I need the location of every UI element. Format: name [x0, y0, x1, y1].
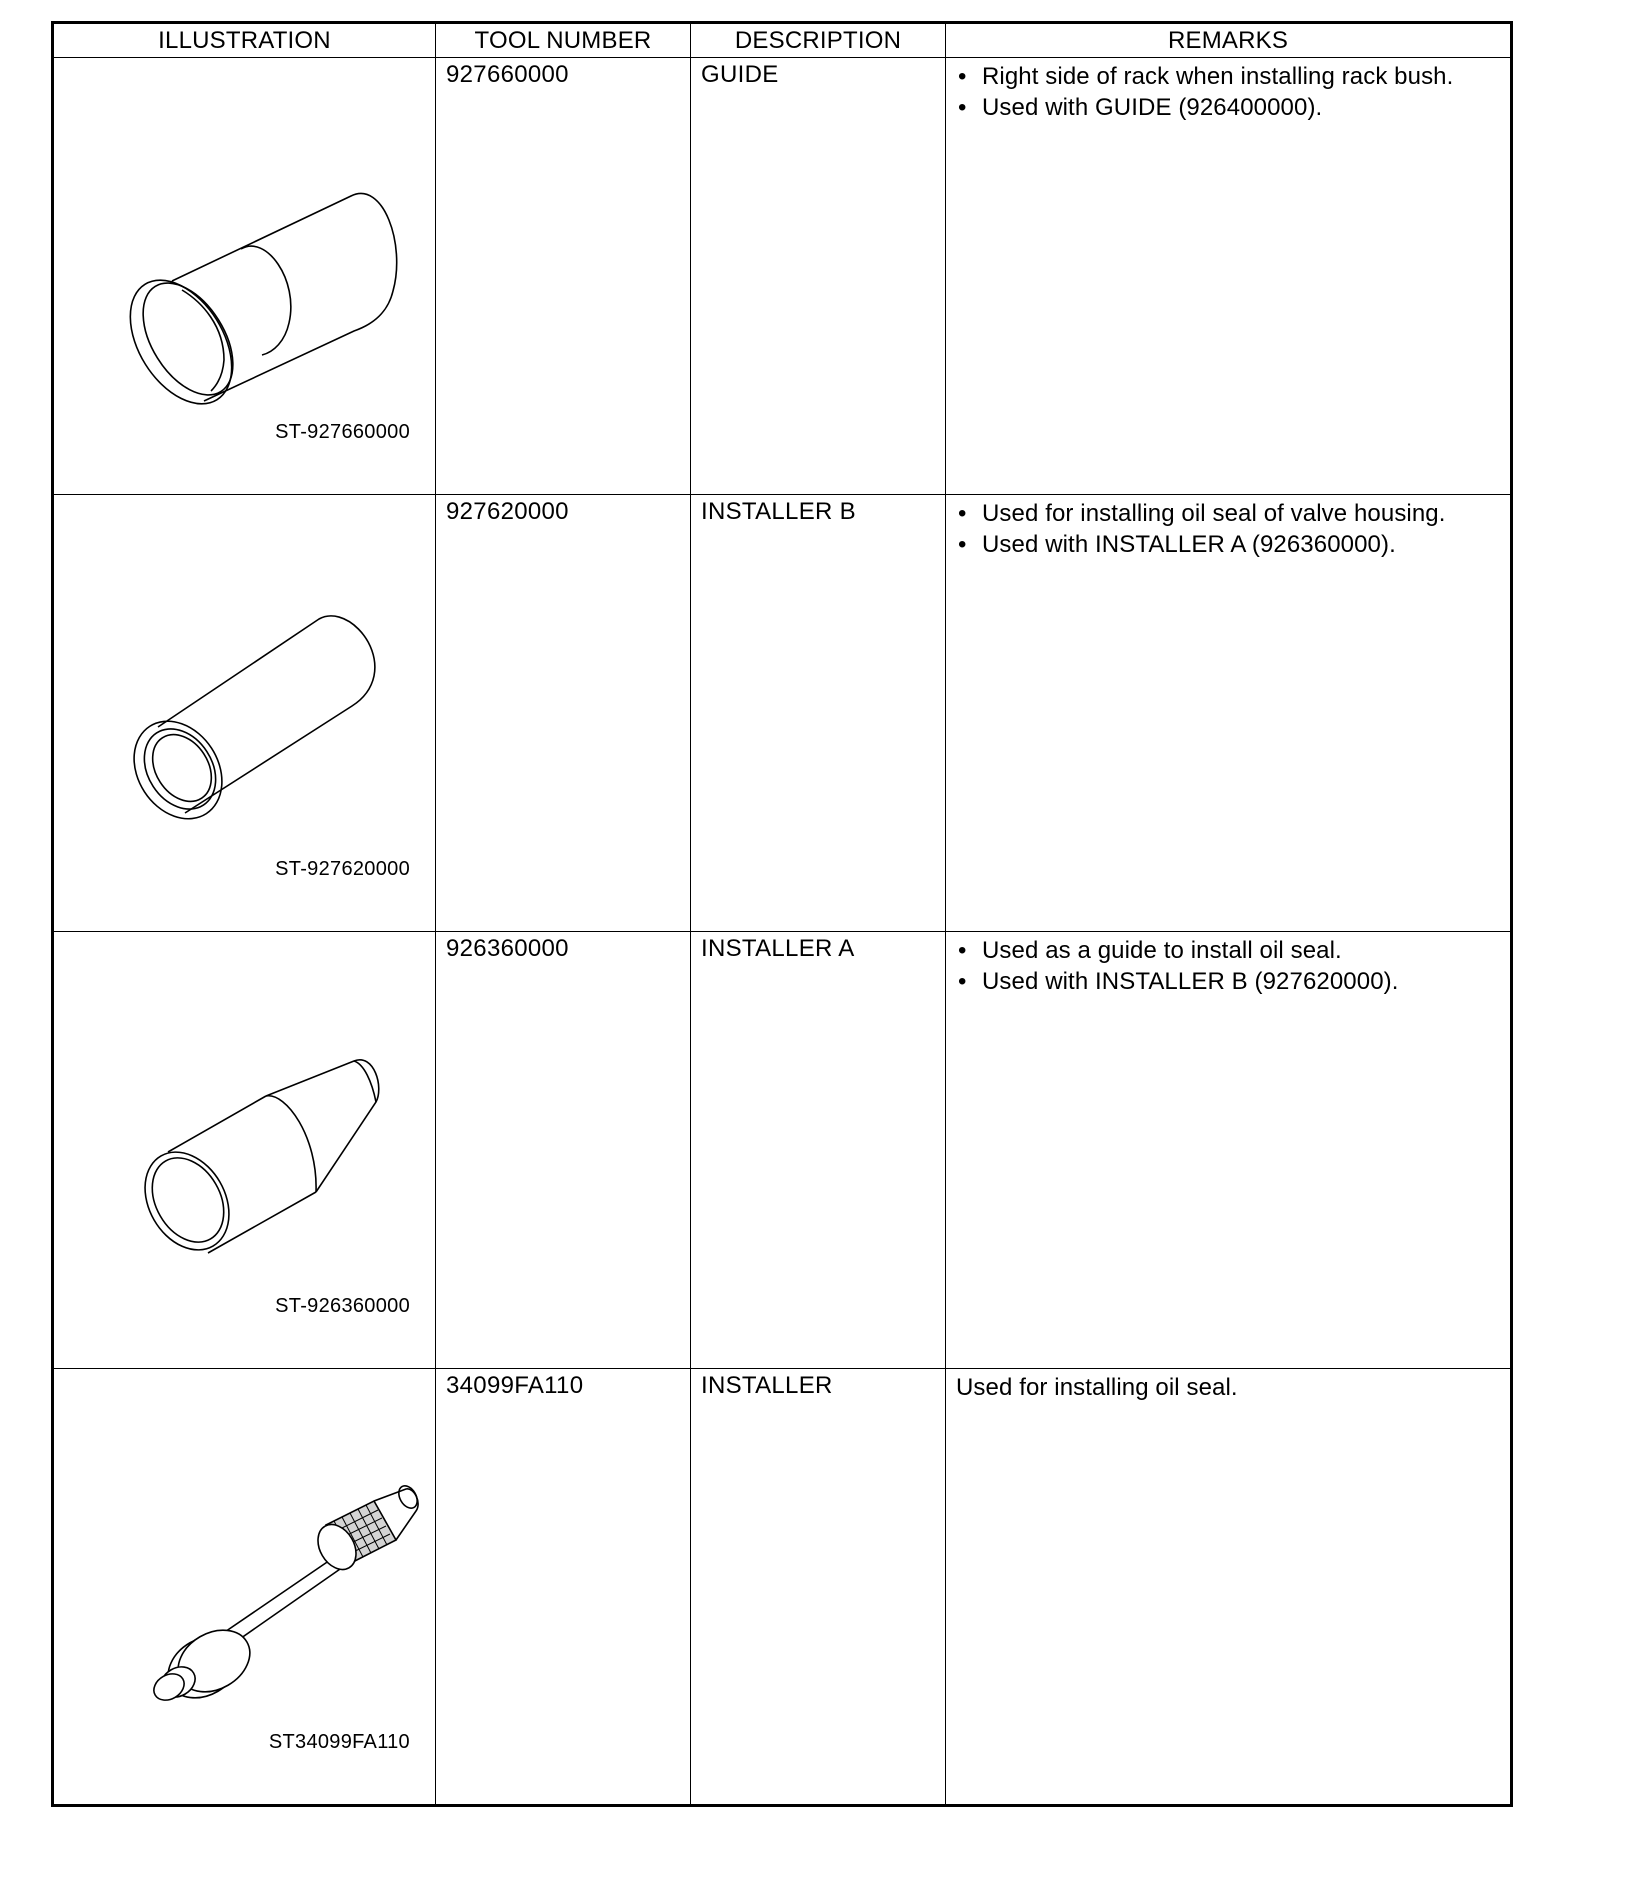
- remarks-list: [956, 61, 1500, 123]
- table-row: [53, 58, 1512, 495]
- tool-number: 927660000: [436, 58, 691, 495]
- remarks-list: [956, 498, 1500, 560]
- tool-description: INSTALLER B: [691, 495, 946, 932]
- illustration-label: ST-926360000: [275, 1295, 410, 1317]
- remark-item: • Used with INSTALLER A (926360000).: [956, 529, 1500, 560]
- special-tools-table: [51, 21, 1513, 1807]
- remark-text: Used for installing oil seal.: [956, 1374, 1238, 1401]
- header-description: DESCRIPTION: [691, 23, 946, 58]
- illustration-cell: [53, 1369, 436, 1806]
- tool-number: 926360000: [436, 932, 691, 1369]
- tool-number: 927620000: [436, 495, 691, 932]
- table-row: [53, 932, 1512, 1369]
- remark-item: • Used as a guide to install oil seal.: [956, 935, 1500, 966]
- remark-item: • Right side of rack when installing rack bush.: [956, 61, 1500, 92]
- header-tool-number: TOOL NUMBER: [436, 23, 691, 58]
- illustration-cell: [53, 932, 436, 1369]
- tool-description: GUIDE: [691, 58, 946, 495]
- illustration-label: ST34099FA110: [268, 1731, 410, 1753]
- header-row: [53, 23, 1512, 58]
- remarks-list: [956, 935, 1500, 997]
- illustration-label: ST-927660000: [275, 421, 410, 443]
- remark-item: • Used for installing oil seal of valve housing.: [956, 498, 1500, 529]
- remark-item: • Used with INSTALLER B (927620000).: [956, 966, 1500, 997]
- tool-description: INSTALLER: [691, 1369, 946, 1806]
- tool-remarks: [946, 495, 1512, 932]
- illustration-cell: [53, 58, 436, 495]
- tool-number: 34099FA110: [436, 1369, 691, 1806]
- remark-item: • Used with GUIDE (926400000).: [956, 92, 1500, 123]
- header-remarks: REMARKS: [946, 23, 1512, 58]
- table-row: [53, 1369, 1512, 1806]
- illustration-cell: [53, 495, 436, 932]
- header-illustration: ILLUSTRATION: [53, 23, 436, 58]
- tool-remarks: [946, 58, 1512, 495]
- tool-remarks: [946, 1369, 1512, 1806]
- tool-description: INSTALLER A: [691, 932, 946, 1369]
- tool-remarks: [946, 932, 1512, 1369]
- table-row: [53, 495, 1512, 932]
- illustration-label: ST-927620000: [275, 858, 410, 880]
